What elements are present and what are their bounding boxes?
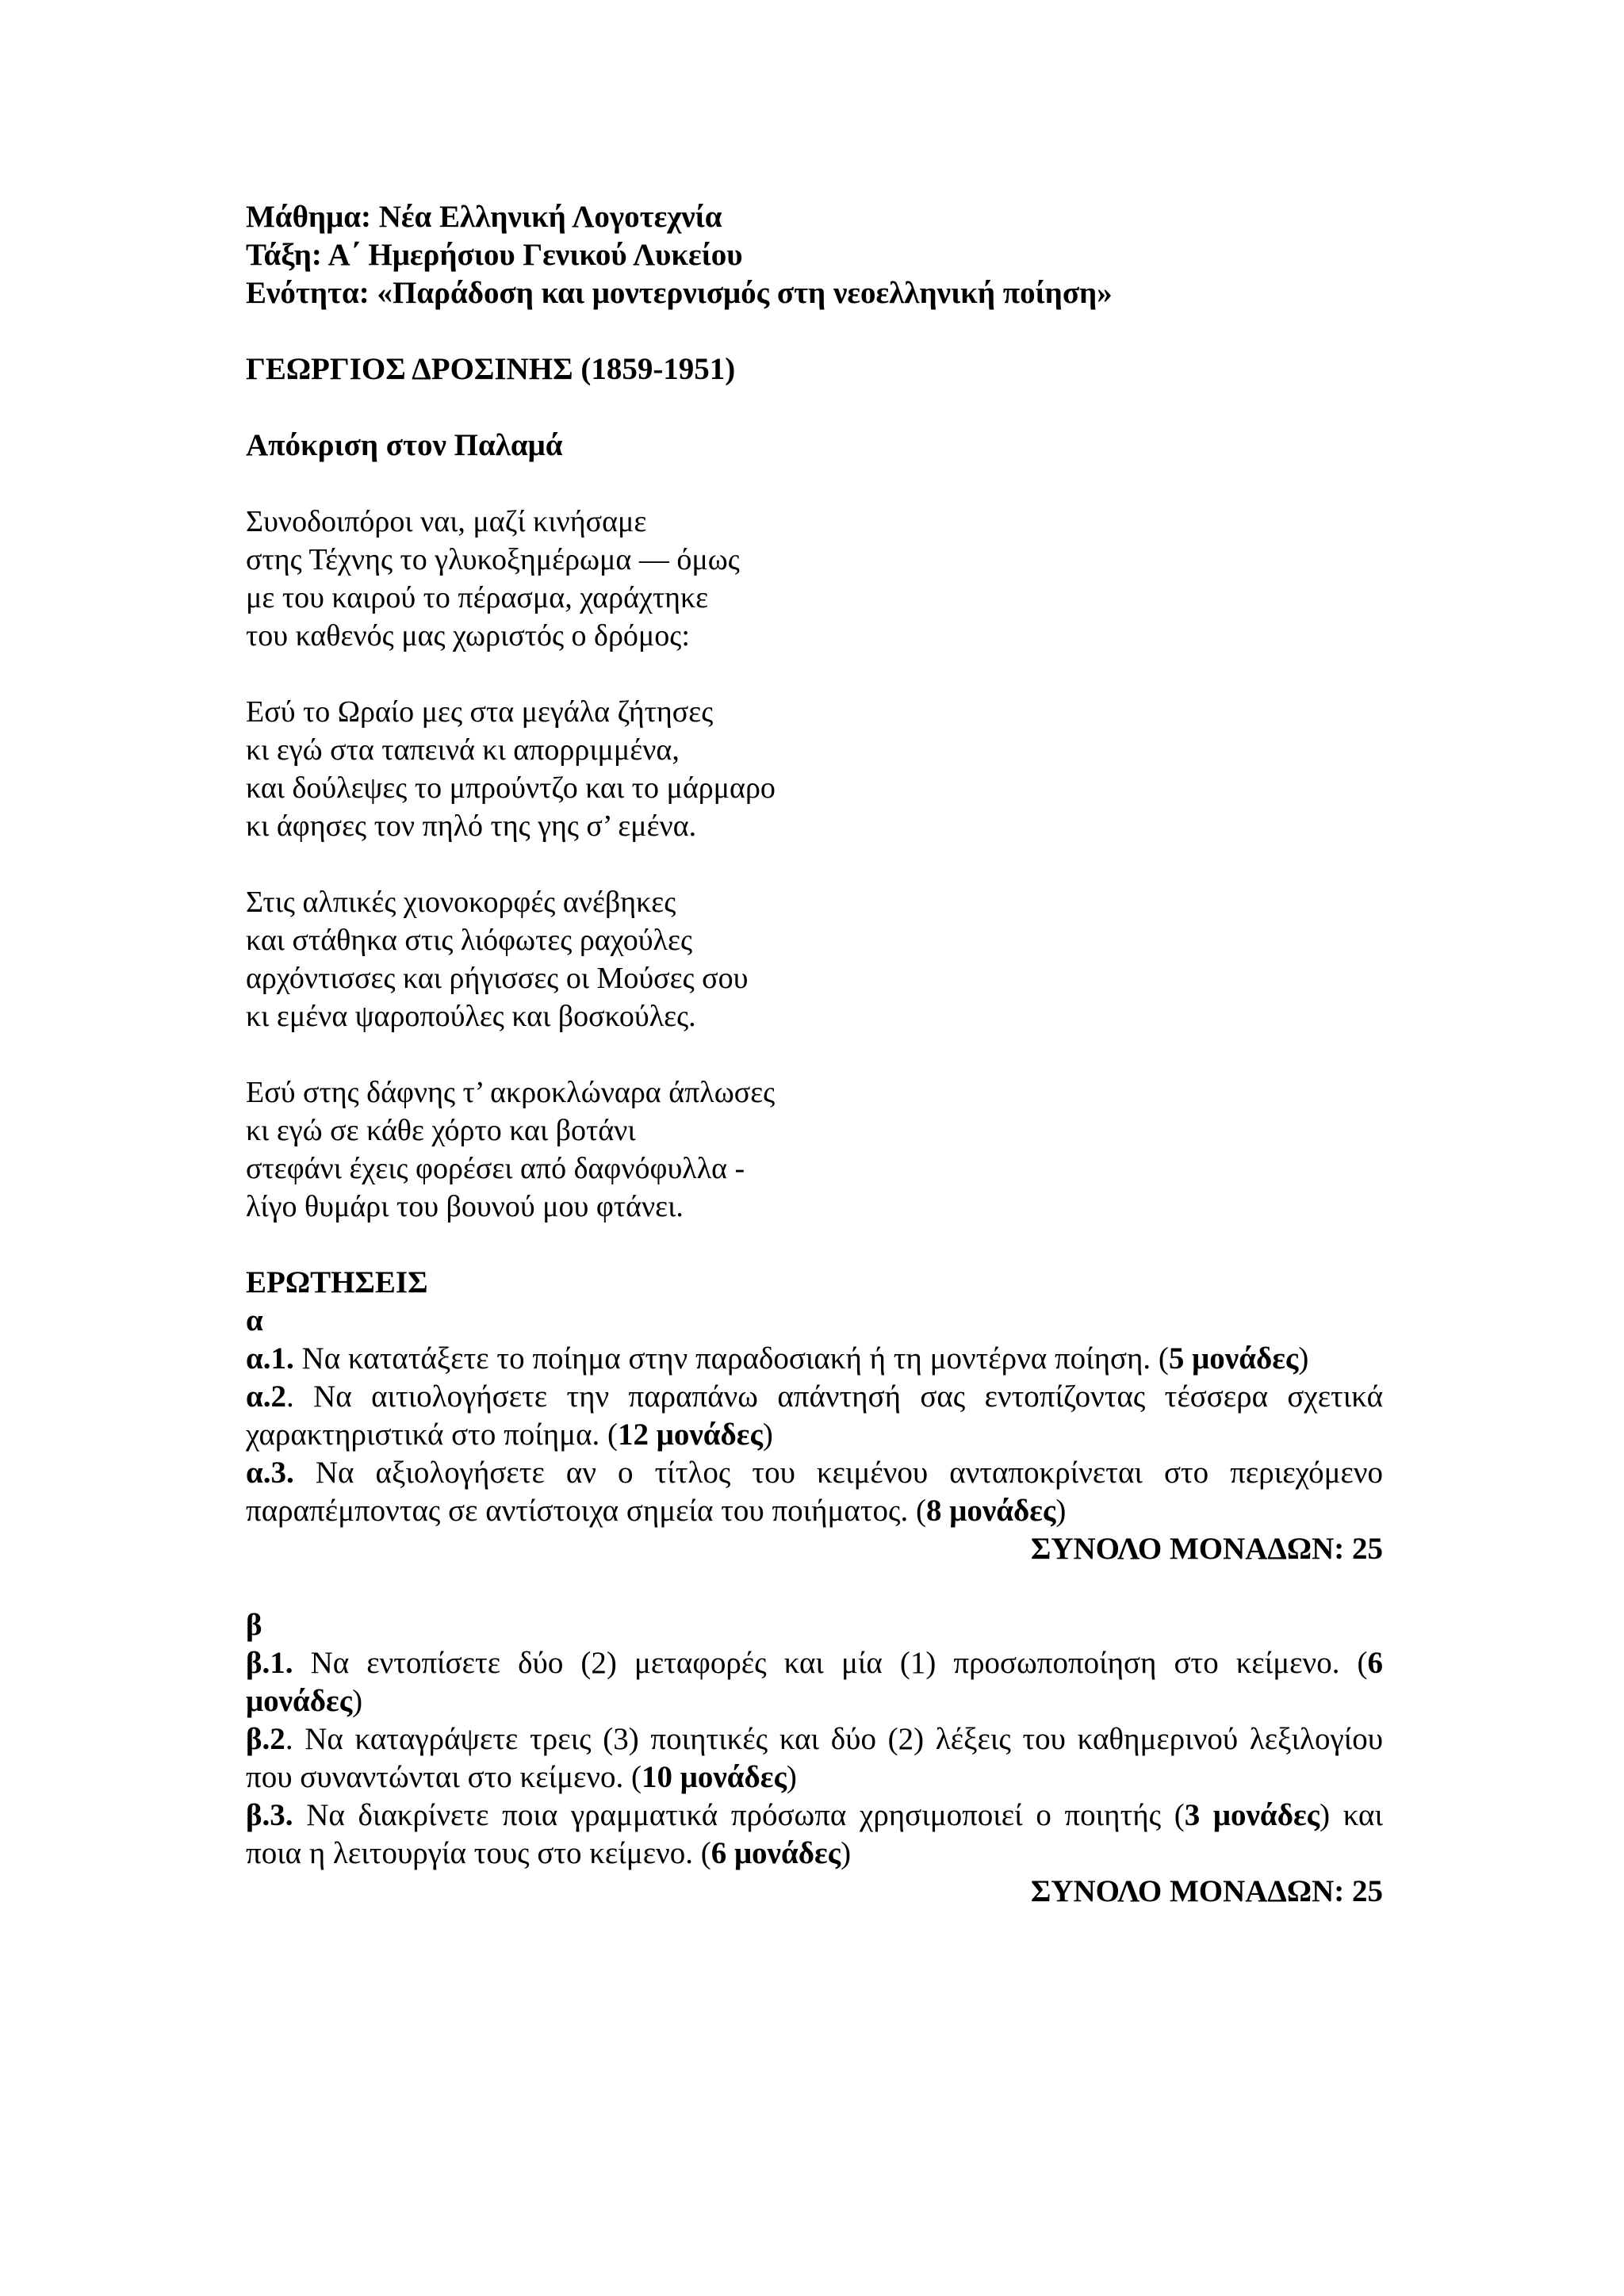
poem-line: Εσύ το Ωραίο μες στα μεγάλα ζήτησες [246, 695, 714, 729]
question-close: ) [1298, 1341, 1309, 1376]
class-line: Τάξη: Α΄ Ημερήσιου Γενικού Λυκείου [246, 238, 743, 272]
poem-line: Συνοδοιπόροι ναι, μαζί κινήσαμε [246, 505, 647, 538]
poem-line: στης Τέχνης το γλυκοξημέρωμα — όμως [246, 543, 740, 576]
lesson-line: Μάθημα: Νέα Ελληνική Λογοτεχνία [246, 200, 722, 234]
poem-line: και στάθηκα στις λιόφωτες ραχούλες [246, 924, 692, 957]
question-points-second: 6 μονάδες [710, 1836, 841, 1870]
question-a1 [246, 1340, 1383, 1378]
question-a2 [246, 1378, 1383, 1454]
question-text-continued: και ποια η λειτουργία τους στο κείμενο. ( [246, 1798, 1383, 1870]
poem-title: Απόκριση στον Παλαμά [246, 428, 563, 462]
questions-heading: ΕΡΩΤΗΣΕΙΣ [246, 1265, 428, 1299]
question-points: 8 μονάδες [925, 1494, 1056, 1528]
question-a3 [246, 1454, 1383, 1530]
question-points: 6 μονάδες [246, 1646, 1383, 1718]
question-close: ) [1055, 1494, 1067, 1528]
section-b-total: ΣΥΝΟΛΟ ΜΟΝΑΔΩΝ: 25 [1030, 1874, 1383, 1908]
question-text: Να κατατάξετε το ποίημα στην παραδοσιακή ή τη μοντέρνα ποίηση. ( [293, 1341, 1169, 1376]
poem-line: με του καιρού το πέρασμα, χαράχτηκε [246, 581, 709, 614]
question-text: Να αξιολογήσετε αν ο τίτλος του κειμένου ανταποκρίνεται στο περιεχόμενο παραπέμποντας σε αντίστοιχα σημεία του ποιήματος. ( [246, 1456, 1383, 1528]
poem-stanza-2 [246, 693, 1383, 845]
question-number: α.3. [246, 1456, 294, 1490]
question-number: β.3. [246, 1798, 293, 1832]
poem-line: λίγο θυμάρι του βουνού μου φτάνει. [246, 1190, 684, 1223]
question-b2 [246, 1720, 1383, 1797]
unit-line: Ενότητα: «Παράδοση και μοντερνισμός στη νεοελληνική ποίηση» [246, 276, 1113, 310]
question-text: Να διακρίνετε ποια γραμματικά πρόσωπα χρησιμοποιεί ο ποιητής ( [293, 1798, 1185, 1832]
document-content [246, 198, 1383, 1911]
document-header [246, 198, 1383, 312]
question-points: 5 μονάδες [1168, 1341, 1299, 1376]
question-close: ) [352, 1684, 363, 1718]
author-heading: ΓΕΩΡΓΙΟΣ ΔΡΟΣΙΝΗΣ (1859-1951) [246, 352, 736, 386]
question-close-second: ) [841, 1836, 852, 1870]
section-a-total: ΣΥΝΟΛΟ ΜΟΝΑΔΩΝ: 25 [1030, 1532, 1383, 1566]
question-number: β.1. [246, 1646, 293, 1680]
poem-line: κι εγώ στα ταπεινά κι απορριμμένα, [246, 733, 680, 767]
poem-line: και δούλεψες το μπρούντζο και το μάρμαρο [246, 771, 776, 805]
question-number: α.2 [246, 1380, 287, 1414]
questions-section-a [246, 1302, 1383, 1568]
poem-line: κι εμένα ψαροπούλες και βοσκούλες. [246, 1000, 696, 1033]
questions-section-b [246, 1606, 1383, 1911]
poem-line: στεφάνι έχεις φορέσει από δαφνόφυλλα - [246, 1152, 745, 1185]
question-number: α.1. [246, 1341, 294, 1376]
poem-stanza-1 [246, 503, 1383, 655]
poem-line: κι εγώ σε κάθε χόρτο και βοτάνι [246, 1114, 636, 1147]
section-letter: β [246, 1608, 262, 1642]
poem-line: Στις αλπικές χιονοκορφές ανέβηκες [246, 886, 676, 919]
question-close: ) [762, 1418, 773, 1452]
question-text: . Να καταγράψετε τρεις (3) ποιητικές και δύο (2) λέξεις του καθημερινού λεξιλογίου που συναντώνται στο κείμενο. ( [246, 1722, 1383, 1794]
question-text: Να εντοπίσετε δύο (2) μεταφορές και μία (1) προσωποποίηση στο κείμενο. ( [293, 1646, 1368, 1680]
question-points: 10 μονάδες [641, 1760, 787, 1794]
question-b1 [246, 1644, 1383, 1720]
poem-line: του καθενός μας χωριστός ο δρόμος: [246, 619, 690, 652]
poem-stanza-4 [246, 1073, 1383, 1226]
poem-line: αρχόντισσες και ρήγισσες οι Μούσες σου [246, 962, 749, 995]
poem-body [246, 503, 1383, 1226]
question-close: ) [786, 1760, 797, 1794]
question-points: 3 μονάδες [1184, 1798, 1320, 1832]
poem-stanza-3 [246, 883, 1383, 1035]
question-text: . Να αιτιολογήσετε την παραπάνω απάντησή σας εντοπίζοντας τέσσερα σχετικά χαρακτηριστικά στο ποίημα. ( [246, 1380, 1383, 1452]
question-close: ) [1320, 1798, 1331, 1832]
poem-line: κι άφησες τον πηλό της γης σ’ εμένα. [246, 809, 697, 843]
question-number: β.2 [246, 1722, 285, 1756]
question-b3 [246, 1797, 1383, 1873]
section-letter: α [246, 1303, 263, 1337]
poem-line: Εσύ στης δάφνης τ’ ακροκλώναρα άπλωσες [246, 1076, 776, 1109]
question-points: 12 μονάδες [618, 1418, 763, 1452]
